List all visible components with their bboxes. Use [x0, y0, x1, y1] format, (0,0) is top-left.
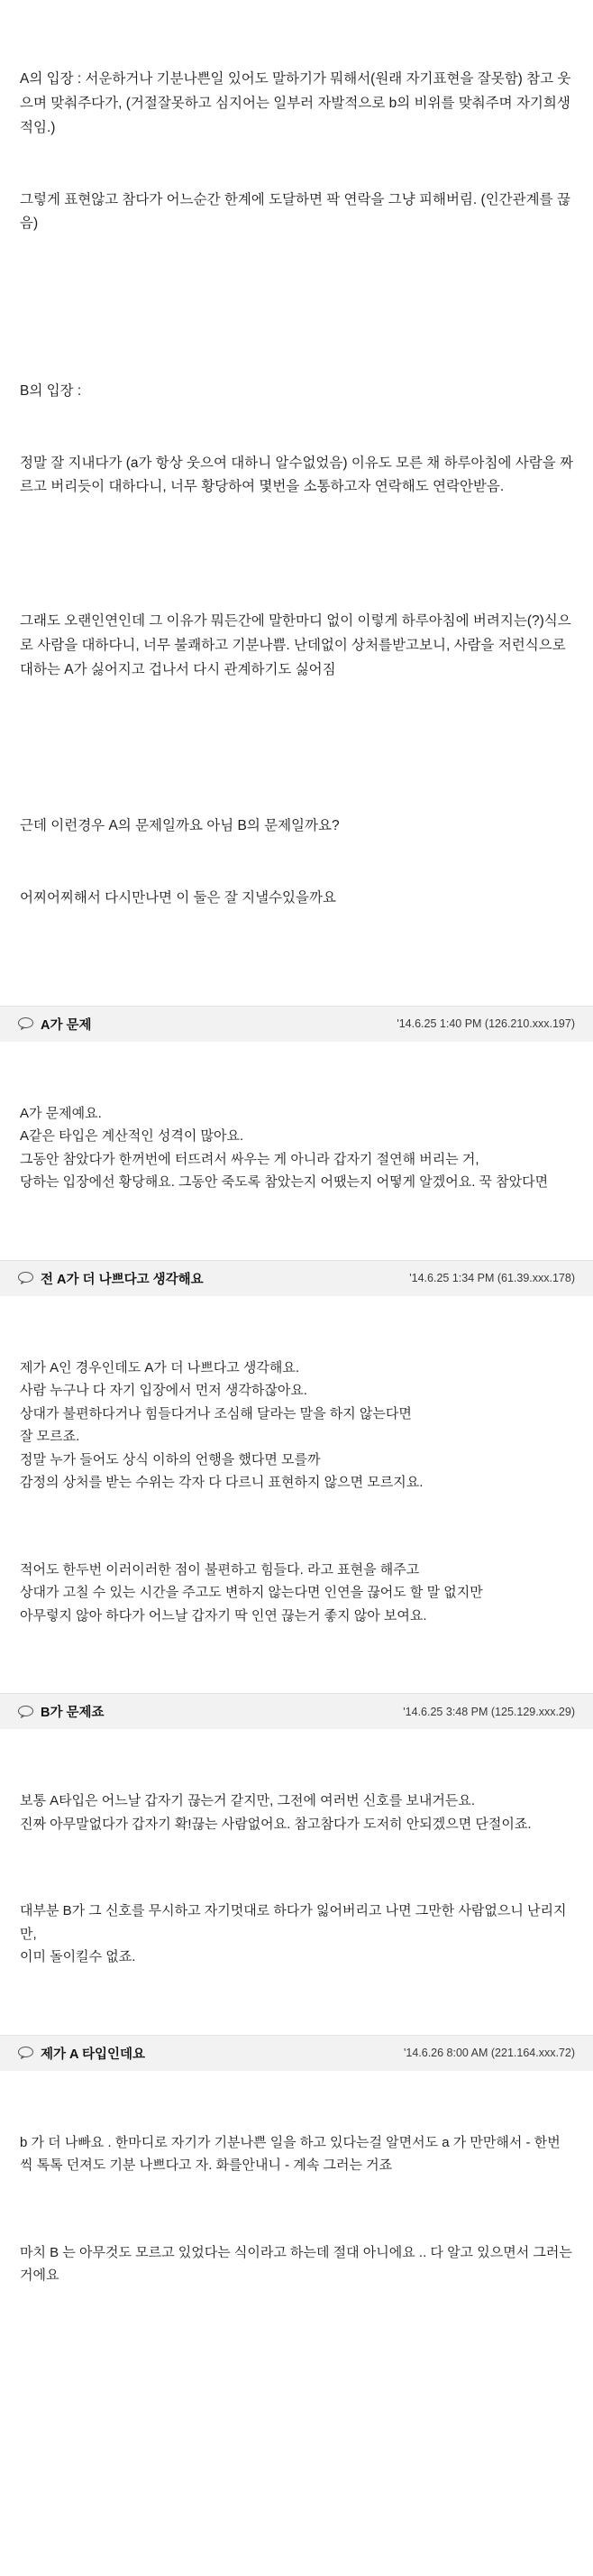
comment-item: [0, 2035, 593, 2353]
comment-body: [0, 1042, 593, 1260]
speech-bubble-icon: [18, 2047, 33, 2059]
comment-paragraph: 보통 A타입은 어느날 갑자기 끊는거 같지만, 그전에 여러번 신호를 보내거든요. 진짜 아무말없다가 갑자기 확!끊는 사람없어요. 참고참다가 도저히 안되겠으면 단절이죠.: [20, 1793, 532, 1832]
post-paragraph: 어찌어찌해서 다시만나면 이 둘은 잘 지낼수있을까요: [20, 890, 336, 906]
post-paragraph: 그래도 오랜인연인데 그 이유가 뭐든간에 말한마디 없이 이렇게 하루아침에 버려지는(?)식으로 사람을 대하다니, 너무 불쾌하고 기분나쁨. 난데없이 상처를받고보니, 사람을 저런식으로대하는 A가 싫어지고 겁나서 다시 관계하기도 싫어짐: [20, 613, 571, 677]
paragraph-spacer: [20, 284, 573, 331]
comment-header: [0, 1007, 593, 1042]
speech-bubble-icon: [18, 1706, 33, 1718]
comment-paragraph: 대부분 B가 그 신호를 무시하고 자기멋대로 하다가 잃어버리고 나면 그만한 사람없으니 난리지만, 이미 돌이킬수 없죠.: [20, 1903, 567, 1965]
comment-paragraph: 적어도 한두번 이러이러한 점이 불편하고 힘들다. 라고 표현을 해주고 상대가 고칠 수 있는 시간을 주고도 변하지 않는다면 인연을 끊어도 할 말 없지만 아무렇지 않아 하다가 어느날 갑자기 딱 인연 끊는거 좋지 않아 보여요.: [20, 1561, 483, 1624]
comment-timestamp: '14.6.26 8:00 AM (221.164.xxx.72): [403, 2047, 575, 2060]
post-paragraph: 근데 이런경우 A의 문제일까요 아님 B의 문제일까요?: [20, 818, 340, 834]
comment-timestamp: '14.6.25 1:34 PM (61.39.xxx.178): [409, 1272, 575, 1285]
post-comments-spacer: [0, 959, 593, 989]
comment-paragraph: 마치 B 는 아무것도 모르고 있었다는 식이라고 하는데 절대 아니에요 .. 다 알고 있으면서 그러는 거에요: [20, 2244, 576, 2284]
paragraph-spacer: [20, 731, 573, 767]
comment-header: [0, 1694, 593, 1729]
post-paragraph: B의 입장 :: [20, 382, 82, 399]
comment-timestamp: '14.6.25 3:48 PM (125.129.xxx.29): [403, 1705, 575, 1718]
comment-title-wrap: [18, 1015, 92, 1034]
comment-paragraph: 제가 A인 경우인데도 A가 더 나쁘다고 생각해요. 사람 누구나 다 자기 입장에서 먼저 생각하잖아요. 상대가 불편하다거나 힘들다거나 조심해 달라는 말을 하지 않는다면 잘 모르죠. 정말 누가 들어도 상식 이하의 언행을 했다면 모를까 감정의 상처를 받는 수위는 각자 다 다르니 표현하지 않으면 모르지요.: [20, 1359, 424, 1491]
comment-author: 전 A가 더 나쁘다고 생각해요: [41, 1272, 204, 1287]
comment-item: [0, 1260, 593, 1694]
post-paragraph: 정말 잘 지내다가 (a가 항상 웃으여 대하니 알수없었음) 이유도 모른 채 하루아침에 사람을 짜르고 버리듯이 대하다니, 너무 황당하여 몇번을 소통하고자 연락해도 연락안받음.: [20, 455, 573, 495]
comment-paragraph: b 가 더 나빠요 . 한마디로 자기가 기분나쁜 일을 하고 있다는걸 알면서도 a 가 만만해서 - 한번씩 톡톡 던져도 기분 나쁘다고 자. 화를안내니 - 계속 그러는 거죠: [20, 2134, 561, 2174]
comment-item: [0, 1006, 593, 1260]
comment-body: [0, 1729, 593, 2035]
comment-title-wrap: [18, 1269, 204, 1288]
comment-item: [0, 1693, 593, 2035]
comment-header: [0, 2036, 593, 2071]
paragraph-spacer: [20, 547, 573, 562]
comment-list: [0, 1006, 593, 2375]
comment-body: [0, 1296, 593, 1694]
comment-paragraph: A가 문제예요. A같은 타입은 계산적인 성격이 많아요. 그동안 참았다가 한꺼번에 터뜨려서 싸우는 게 아니라 갑자기 절연해 버리는 거, 당하는 입장에선 황당해요. 그동안 죽도록 참았는지 어땠는지 어떻게 알겠어요. 꾹 참았다면: [20, 1105, 549, 1191]
speech-bubble-icon: [18, 1272, 33, 1284]
comment-timestamp: '14.6.25 1:40 PM (126.210.xxx.197): [397, 1017, 575, 1031]
comment-header: [0, 1261, 593, 1296]
comment-title-wrap: [18, 2044, 145, 2063]
comment-author: A가 문제: [41, 1017, 92, 1033]
speech-bubble-icon: [18, 1017, 33, 1030]
comment-title-wrap: [18, 1702, 105, 1721]
comment-author: B가 문제죠: [41, 1706, 105, 1721]
comment-body: [0, 2071, 593, 2353]
post-paragraph: 그렇게 표현않고 참다가 어느순간 한계에 도달하면 팍 연락을 그냥 피해버림. (인간관계를 끊음): [20, 191, 570, 232]
comment-author: 제가 A 타입인데요: [41, 2047, 146, 2062]
post-body: [0, 0, 593, 959]
post-paragraph: A의 입장 : 서운하거나 기분나쁜일 있어도 말하기가 뭐해서(원래 자기표현을 잘못함) 참고 웃으며 맞춰주다가, (거절잘못하고 심지어는 일부러 자발적으로 b의 비위를 맞춰주며 자기희생적임.): [20, 71, 571, 135]
